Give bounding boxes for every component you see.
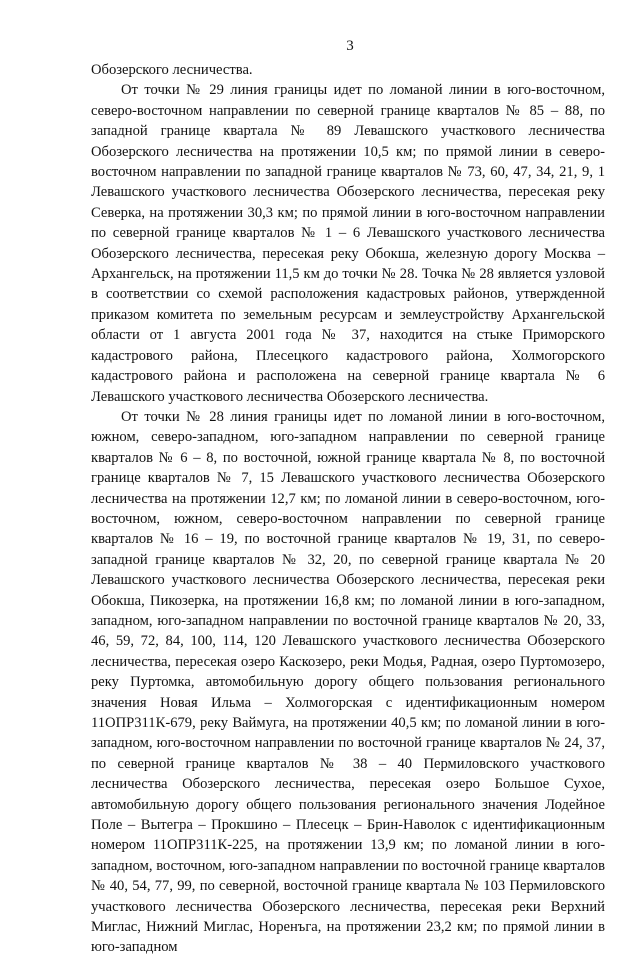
paragraph-continuation: Обозерского лесничества. [91, 62, 253, 78]
paragraph-point-29: От точки № 29 линия границы идет по ломаной линии в юго-восточном, северо-восточном направлении по северной границе кварталов № 85 – 88, по западной границе квартала № 89 Левашского участкового лесничества Обозерского лесничества на протяжении 10,5 км; по прямой линии в северо-восточном направлении по западной границе кварталов № 73, 60, 47, 34, 21, 9, 1 Левашского участкового лесничества Обозерского лесничества, пересекая реку Северка, на протяжении 30,3 км; по прямой линии в юго-восточном направлении по северной границе кварталов № 1 – 6 Левашского участкового лесничества Обозерского лесничества, пересекая реку Обокша, железную дорогу Москва – Архангельск, на протяжении 11,5 км до точки № 28. Точка № 28 является узловой в соответствии со схемой расположения кадастровых районов, утвержденной приказом комитета по земельным ресурсам и землеустройству Архангельской области от 1 августа 2001 года № 37, находится на стыке Приморского кадастрового района, Плесецкого кадастрового района, Холмогорского кадастрового района и расположена на северной границе квартала № 6 Левашского участкового лесничества Обозерского лесничества. [91, 82, 605, 405]
page-number: 3 [346, 38, 354, 54]
document-page [91, 36, 605, 958]
paragraph-point-28: От точки № 28 линия границы идет по ломаной линии в юго-восточном, южном, северо-западном, юго-западном направлении по северной границе кварталов № 6 – 8, по восточной, южной границе квартала № 8, по восточной границе кварталов № 7, 15 Левашского участкового лесничества Обозерского лесничества на протяжении 12,7 км; по ломаной линии в северо-восточном, юго-восточном, южном, северо-восточном направлении по северной границе кварталов № 16 – 19, по восточной границе кварталов № 19, 31, по северо-западной границе кварталов № 32, 20, по северной границе квартала № 20 Левашского участкового лесничества Обозерского лесничества, пересекая реки Обокша, Пикозерка, на протяжении 16,8 км; по ломаной линии в юго-западном, западном, юго-западном направлении по восточной границе кварталов № 20, 33, 46, 59, 72, 84, 100, 114, 120 Левашского участкового лесничества Обозерского лесничества, пересекая озеро Каскозеро, реки Модья, Радная, озеро Пуртомозеро, реку Пуртомка, автомобильную дорогу общего пользования регионального значения Новая Ильма – Холмогорская с идентификационным номером 11ОПР311К-679, реку Ваймуга, на протяжении 40,5 км; по ломаной линии в юго-западном, юго-восточном направлении по восточной границе кварталов № 24, 37, по северной границе кварталов № 38 – 40 Пермиловского участкового лесничества Обозерского лесничества, пересекая озеро Большое Сухое, автомобильную дорогу общего пользования регионального значения Лодейное Поле – Вытегра – Прокшино – Плесецк – Брин-Наволок с идентификационным номером 11ОПР311К-225, на протяжении 13,9 км; по ломаной линии в юго-западном, восточном, юго-западном направлении по восточной границе кварталов № 40, 54, 77, 99, по северной, восточной границе квартала № 103 Пермиловского участкового лесничества Обозерского лесничества, пересекая реки Верхний Миглас, Нижний Миглас, Норенъга, на протяжении 23,2 км; по прямой линии в юго-западном [91, 408, 605, 956]
